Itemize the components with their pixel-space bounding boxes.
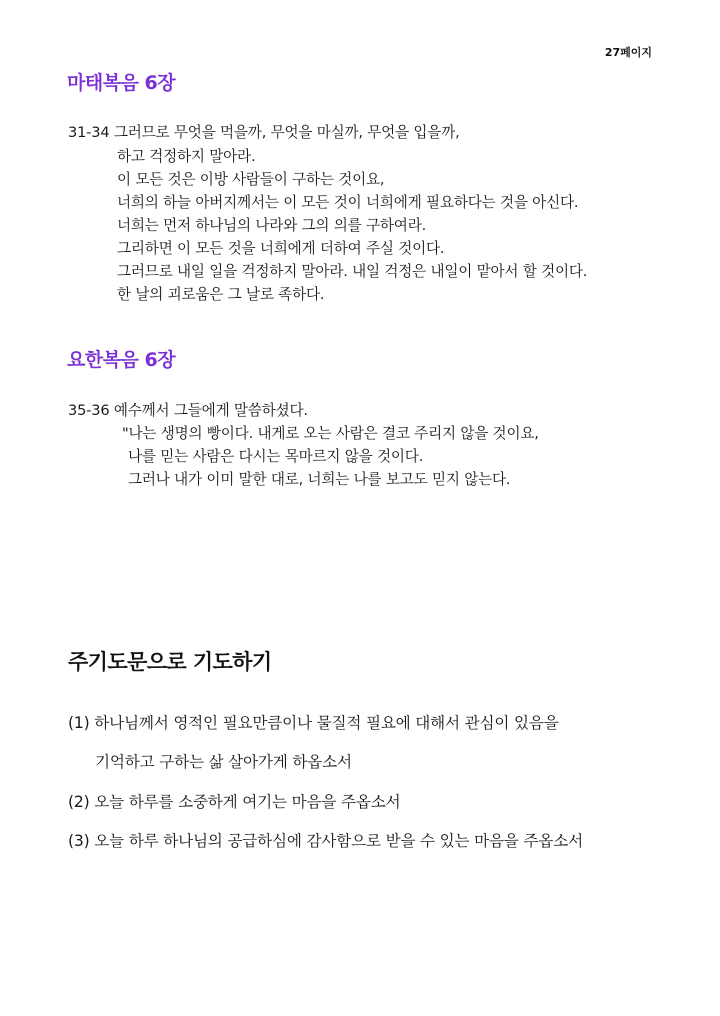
matthew-verse-line: 너희의 하늘 아버지께서는 이 모든 것이 너희에게 필요하다는 것을 아신다. <box>117 194 579 211</box>
matthew-verse-line: 하고 걱정하지 말아라. <box>117 148 256 165</box>
matthew-heading: 마태복음 6장 <box>67 72 176 94</box>
prayer-title: 주기도문으로 기도하기 <box>68 650 272 674</box>
page-number: 27페이지 <box>604 46 652 59</box>
matthew-verse-line: 너희는 먼저 하나님의 나라와 그의 의를 구하여라. <box>117 217 427 234</box>
matthew-verse-line: 그러므로 내일 일을 걱정하지 말아라. 내일 걱정은 내일이 맡아서 할 것이다. <box>117 263 588 280</box>
prayer-item-3: (3) 오늘 하루 하나님의 공급하심에 감사함으로 받을 수 있는 마음을 주옵소서 <box>68 832 583 850</box>
matthew-verse-line: 이 모든 것은 이방 사람들이 구하는 것이요, <box>117 171 385 188</box>
prayer-item-2: (2) 오늘 하루를 소중하게 여기는 마음을 주옵소서 <box>68 793 401 811</box>
prayer-item-1-continued: 기억하고 구하는 삶 살아가게 하옵소서 <box>95 753 352 771</box>
john-verse-line: 그러나 내가 이미 말한 대로, 너희는 나를 보고도 믿지 않는다. <box>128 471 511 488</box>
john-heading: 요한복음 6장 <box>67 349 176 371</box>
john-verse-line: 나를 믿는 사람은 다시는 목마르지 않을 것이다. <box>128 448 424 465</box>
john-verse-line: "나는 생명의 빵이다. 내게로 오는 사람은 결코 주리지 않을 것이요, <box>122 425 539 442</box>
john-verse-line: 35-36 예수께서 그들에게 말씀하셨다. <box>68 402 308 419</box>
prayer-item-1: (1) 하나님께서 영적인 필요만큼이나 물질적 필요에 대해서 관심이 있음을 <box>68 714 559 732</box>
matthew-verse-line: 한 날의 괴로움은 그 날로 족하다. <box>117 286 325 303</box>
matthew-verse-line: 31-34 그러므로 무엇을 먹을까, 무엇을 마실까, 무엇을 입을까, <box>68 124 460 141</box>
matthew-verse-line: 그리하면 이 모든 것을 너희에게 더하여 주실 것이다. <box>117 240 445 257</box>
